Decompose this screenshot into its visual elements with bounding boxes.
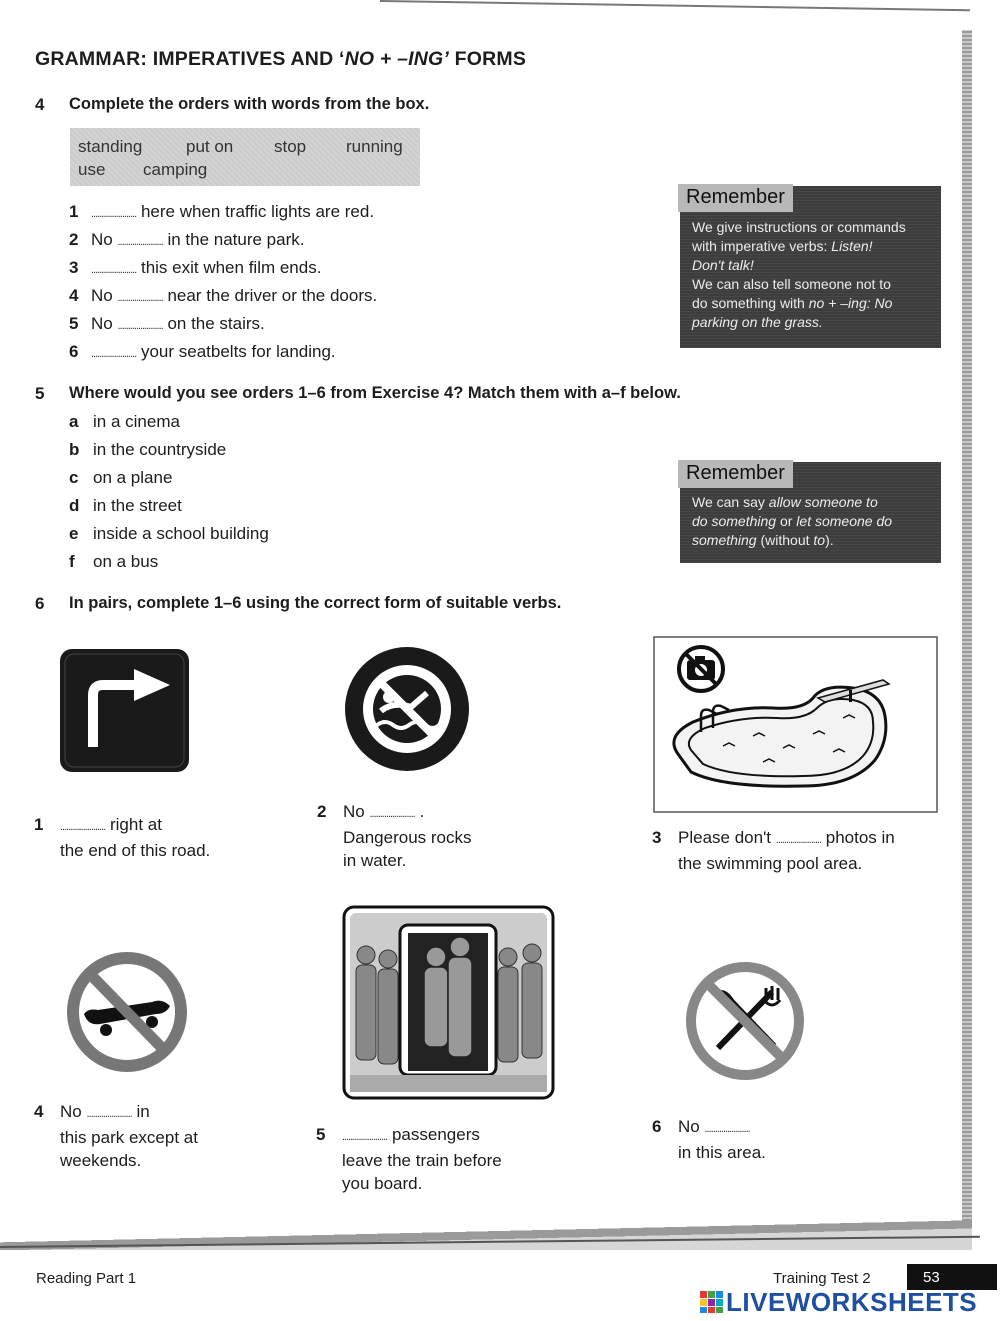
remember-example: Listen! (831, 238, 873, 254)
remember-example: parking on the grass. (692, 314, 823, 330)
answer-blank[interactable]: ...................... (91, 264, 137, 276)
picture-caption (652, 826, 895, 875)
item-number: 5 (69, 314, 79, 333)
liveworksheets-logo-icon (700, 1291, 724, 1313)
item-text: near the driver or the doors. (162, 286, 378, 305)
remember-line: We give instructions or commands (692, 219, 906, 235)
remember-line: with imperative verbs: (692, 238, 832, 254)
no-skateboarding-icon (66, 952, 188, 1072)
turn-right-sign-icon (58, 647, 191, 774)
remember-text (692, 493, 931, 550)
caption-text: . (414, 802, 425, 821)
option-letter: d (69, 496, 80, 515)
answer-blank[interactable]: ...................... (369, 808, 415, 820)
answer-blank[interactable]: ...................... (91, 348, 137, 360)
word-option[interactable]: stop (274, 137, 307, 156)
picture-caption (34, 813, 211, 862)
item-text: No (91, 286, 118, 305)
option-letter: b (69, 440, 80, 459)
footer-test: Training Test 2 (773, 1270, 871, 1287)
item-number: 3 (69, 258, 79, 277)
answer-blank[interactable]: ...................... (91, 208, 137, 220)
caption-number: 4 (34, 1102, 44, 1121)
remember-example: to (813, 532, 826, 548)
item-number: 2 (69, 230, 79, 249)
remember-line: or (776, 513, 797, 529)
option-text: in the street (93, 496, 182, 515)
caption-number: 6 (652, 1117, 662, 1136)
remember-box (680, 462, 941, 563)
picture-caption (34, 1100, 198, 1172)
title-part: GRAMMAR: IMPERATIVES AND ‘ (35, 48, 345, 70)
item-text: in the nature park. (162, 230, 305, 249)
page-edge-right (962, 30, 972, 1225)
caption-text: you board. (342, 1174, 423, 1193)
exercise-instruction: Complete the orders with words from the box. (69, 95, 430, 113)
caption-text: photos in (821, 828, 895, 847)
title-part: FORMS (449, 48, 527, 70)
remember-title: Remember (678, 460, 793, 488)
option-letter: f (69, 552, 75, 571)
exercise-number: 6 (35, 594, 45, 613)
answer-blank[interactable]: ...................... (86, 1108, 132, 1120)
answer-blank[interactable]: ...................... (117, 292, 163, 304)
option-letter: e (69, 524, 79, 543)
remember-example: something (692, 532, 757, 548)
caption-text: No (343, 802, 370, 821)
picture-caption (317, 800, 472, 872)
no-eating-icon (684, 960, 806, 1082)
option-letter: a (69, 412, 79, 431)
exercise-instruction: Where would you see orders 1–6 from Exercise 4? Match them with a–f below. (69, 384, 681, 402)
answer-blank[interactable]: ...................... (342, 1131, 388, 1143)
option-text: in the countryside (93, 440, 227, 459)
caption-number: 2 (317, 802, 327, 821)
remember-text (692, 218, 931, 332)
remember-example: allow someone to (768, 494, 878, 510)
caption-text: in this area. (678, 1143, 766, 1162)
word-box (70, 128, 420, 186)
exercise-instruction: In pairs, complete 1–6 using the correct form of suitable verbs. (69, 594, 562, 612)
page-title (35, 48, 526, 71)
caption-text: Dangerous rocks (343, 828, 472, 847)
no-swimming-icon (343, 645, 471, 773)
answer-blank[interactable]: ...................... (117, 320, 163, 332)
item-text: No (91, 314, 118, 333)
word-option[interactable]: standing (78, 137, 143, 156)
exercise-number: 5 (35, 384, 45, 403)
remember-example: Don't talk! (692, 257, 754, 273)
caption-text: the end of this road. (60, 841, 211, 860)
option-letter: c (69, 468, 79, 487)
picture-caption (316, 1123, 502, 1195)
caption-text: No (678, 1117, 705, 1136)
remember-line: We can also tell someone not to (692, 276, 891, 292)
caption-text: leave the train before (342, 1151, 502, 1170)
caption-number: 5 (316, 1125, 326, 1144)
word-option[interactable]: use (78, 160, 106, 179)
swimming-pool-icon (653, 636, 938, 813)
item-text: here when traffic lights are red. (136, 202, 375, 221)
train-passengers-icon (342, 905, 555, 1100)
answer-blank[interactable]: ...................... (704, 1123, 750, 1135)
footer-section: Reading Part 1 (36, 1270, 137, 1287)
answer-blank[interactable]: ...................... (60, 821, 106, 833)
remember-box (680, 186, 941, 348)
remember-line: do something with (692, 295, 809, 311)
item-number: 6 (69, 342, 79, 361)
word-option[interactable]: camping (143, 160, 208, 179)
remember-title: Remember (678, 184, 793, 212)
caption-text: right at (105, 815, 162, 834)
remember-line: We can say (692, 494, 769, 510)
caption-text: passengers (387, 1125, 480, 1144)
answer-blank[interactable]: ...................... (775, 834, 822, 846)
brand-wordmark: LIVEWORKSHEETS (726, 1287, 978, 1317)
exercise-number: 4 (35, 95, 45, 114)
remember-line: (without (756, 532, 814, 548)
option-text: in a cinema (93, 412, 180, 431)
item-text: your seatbelts for landing. (136, 342, 336, 361)
remember-example: let someone do (796, 513, 893, 529)
title-italic-part: NO + –ING’ (344, 48, 450, 70)
item-text: No (91, 230, 118, 249)
remember-example: do something (692, 513, 777, 529)
caption-text: the swimming pool area. (678, 854, 863, 873)
remember-line: ). (825, 532, 834, 548)
word-option[interactable]: put on (186, 137, 234, 156)
option-text: on a plane (93, 468, 173, 487)
caption-text: Please don't (678, 828, 776, 847)
item-number: 4 (69, 286, 79, 305)
caption-text: No (60, 1102, 87, 1121)
caption-number: 3 (652, 828, 662, 847)
caption-text: in water. (343, 851, 407, 870)
option-text: inside a school building (93, 524, 269, 543)
item-text: this exit when film ends. (136, 258, 322, 277)
caption-text: this park except at (60, 1128, 198, 1147)
caption-text: weekends. (60, 1151, 142, 1170)
caption-number: 1 (34, 815, 44, 834)
option-text: on a bus (93, 552, 159, 571)
page-number-text: 53 (923, 1269, 940, 1286)
item-text: on the stairs. (162, 314, 265, 333)
word-option[interactable]: running (346, 137, 403, 156)
caption-text: in (131, 1102, 150, 1121)
remember-example: no + –ing: No (808, 295, 893, 311)
answer-blank[interactable]: ...................... (117, 236, 163, 248)
page-edge (380, 0, 970, 11)
item-number: 1 (69, 202, 79, 221)
picture-caption (652, 1115, 766, 1164)
